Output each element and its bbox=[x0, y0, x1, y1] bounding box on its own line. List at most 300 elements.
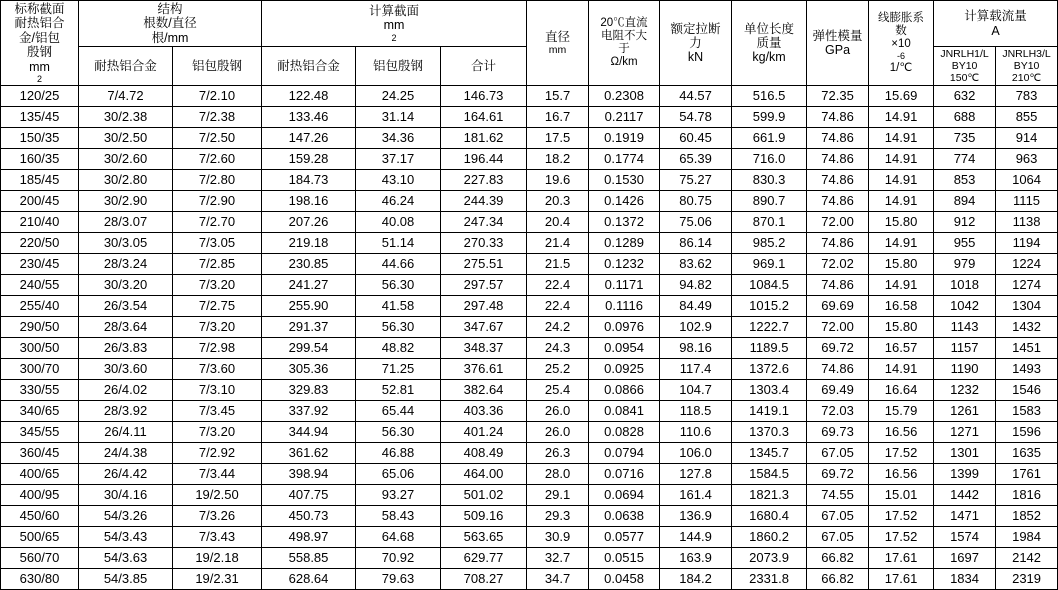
header-nominal-section bbox=[1, 1, 79, 86]
table-row bbox=[1, 380, 1058, 401]
table-cell: 51.14 bbox=[356, 233, 441, 254]
table-cell: 17.5 bbox=[527, 128, 589, 149]
header-ampacity-210 bbox=[996, 47, 1058, 86]
table-cell: 67.05 bbox=[807, 527, 869, 548]
table-cell: 15.80 bbox=[869, 254, 934, 275]
table-cell: 1471 bbox=[934, 506, 996, 527]
table-cell: 72.00 bbox=[807, 317, 869, 338]
table-cell: 963 bbox=[996, 149, 1058, 170]
table-header bbox=[1, 1, 1058, 86]
table-cell: 21.4 bbox=[527, 233, 589, 254]
table-cell: 69.72 bbox=[807, 464, 869, 485]
table-cell: 340/65 bbox=[1, 401, 79, 422]
table-cell: 1574 bbox=[934, 527, 996, 548]
table-cell: 1442 bbox=[934, 485, 996, 506]
table-cell: 14.91 bbox=[869, 275, 934, 296]
table-cell: 17.61 bbox=[869, 548, 934, 569]
table-cell: 30/2.50 bbox=[79, 128, 173, 149]
header-unit-text: A bbox=[991, 23, 1000, 38]
header-calc-alclad-invar: 铝包殷钢 bbox=[356, 47, 441, 86]
table-cell: 7/2.75 bbox=[173, 296, 262, 317]
table-cell: 0.0638 bbox=[589, 506, 660, 527]
table-cell: 661.9 bbox=[732, 128, 807, 149]
table-cell: 43.10 bbox=[356, 170, 441, 191]
table-cell: 7/2.85 bbox=[173, 254, 262, 275]
header-calc-total: 合计 bbox=[441, 47, 527, 86]
table-cell: 75.27 bbox=[660, 170, 732, 191]
table-cell: 0.0515 bbox=[589, 548, 660, 569]
table-cell: 408.49 bbox=[441, 443, 527, 464]
header-text: 计算载流量 bbox=[964, 9, 1027, 24]
table-row bbox=[1, 569, 1058, 590]
table-cell: 102.9 bbox=[660, 317, 732, 338]
table-cell: 337.92 bbox=[262, 401, 356, 422]
table-cell: 24.2 bbox=[527, 317, 589, 338]
table-cell: 297.48 bbox=[441, 296, 527, 317]
table-cell: 7/3.60 bbox=[173, 359, 262, 380]
table-cell: 52.81 bbox=[356, 380, 441, 401]
table-cell: 60.45 bbox=[660, 128, 732, 149]
table-cell: 14.91 bbox=[869, 128, 934, 149]
header-text: 力 bbox=[689, 35, 702, 50]
table-cell: 72.35 bbox=[807, 86, 869, 107]
table-cell: 1261 bbox=[934, 401, 996, 422]
table-cell: 7/3.45 bbox=[173, 401, 262, 422]
table-cell: 74.86 bbox=[807, 191, 869, 212]
table-cell: 30/3.60 bbox=[79, 359, 173, 380]
header-unit-text: mm bbox=[29, 59, 50, 74]
table-cell: 28.0 bbox=[527, 464, 589, 485]
table-cell: 16.56 bbox=[869, 422, 934, 443]
table-cell: 40.08 bbox=[356, 212, 441, 233]
table-cell: 0.0954 bbox=[589, 338, 660, 359]
header-text: 标称截面 bbox=[14, 2, 65, 17]
table-cell: 345/55 bbox=[1, 422, 79, 443]
table-cell: 136.9 bbox=[660, 506, 732, 527]
header-text: 20℃直流 bbox=[600, 16, 648, 29]
table-body bbox=[1, 86, 1058, 590]
table-cell: 1372.6 bbox=[732, 359, 807, 380]
table-cell: 22.4 bbox=[527, 275, 589, 296]
table-cell: 1115 bbox=[996, 191, 1058, 212]
table-cell: 74.55 bbox=[807, 485, 869, 506]
table-cell: 80.75 bbox=[660, 191, 732, 212]
table-cell: 1419.1 bbox=[732, 401, 807, 422]
table-cell: 184.2 bbox=[660, 569, 732, 590]
table-cell: 18.2 bbox=[527, 149, 589, 170]
table-cell: 26/4.11 bbox=[79, 422, 173, 443]
table-cell: 7/2.98 bbox=[173, 338, 262, 359]
table-cell: 0.1116 bbox=[589, 296, 660, 317]
table-cell: 1190 bbox=[934, 359, 996, 380]
table-cell: 44.66 bbox=[356, 254, 441, 275]
table-cell: 28/3.24 bbox=[79, 254, 173, 275]
header-elastic-modulus bbox=[807, 1, 869, 86]
table-cell: 15.01 bbox=[869, 485, 934, 506]
header-unit-text: ×10 bbox=[891, 37, 911, 50]
table-cell: 0.1372 bbox=[589, 212, 660, 233]
table-cell: 94.82 bbox=[660, 275, 732, 296]
table-cell: 24.25 bbox=[356, 86, 441, 107]
table-cell: 19/2.31 bbox=[173, 569, 262, 590]
table-cell: 67.05 bbox=[807, 443, 869, 464]
table-cell: 66.82 bbox=[807, 548, 869, 569]
table-cell: 14.91 bbox=[869, 191, 934, 212]
table-cell: 14.91 bbox=[869, 359, 934, 380]
header-dc-resistance bbox=[589, 1, 660, 86]
table-cell: 1194 bbox=[996, 233, 1058, 254]
table-cell: 1493 bbox=[996, 359, 1058, 380]
table-row bbox=[1, 128, 1058, 149]
table-cell: 500/65 bbox=[1, 527, 79, 548]
header-row-1 bbox=[1, 1, 1058, 47]
table-cell: 29.1 bbox=[527, 485, 589, 506]
table-cell: 34.7 bbox=[527, 569, 589, 590]
table-cell: 65.39 bbox=[660, 149, 732, 170]
table-cell: 450/60 bbox=[1, 506, 79, 527]
table-cell: 501.02 bbox=[441, 485, 527, 506]
table-cell: 22.4 bbox=[527, 296, 589, 317]
table-cell: 16.57 bbox=[869, 338, 934, 359]
table-cell: 46.24 bbox=[356, 191, 441, 212]
table-cell: 0.1426 bbox=[589, 191, 660, 212]
table-cell: 400/65 bbox=[1, 464, 79, 485]
table-cell: 44.57 bbox=[660, 86, 732, 107]
table-cell: 15.79 bbox=[869, 401, 934, 422]
table-cell: 708.27 bbox=[441, 569, 527, 590]
table-cell: 83.62 bbox=[660, 254, 732, 275]
table-cell: 509.16 bbox=[441, 506, 527, 527]
table-cell: 66.82 bbox=[807, 569, 869, 590]
table-cell: 30/3.20 bbox=[79, 275, 173, 296]
table-cell: 1232 bbox=[934, 380, 996, 401]
table-cell: 305.36 bbox=[262, 359, 356, 380]
table-cell: 72.00 bbox=[807, 212, 869, 233]
table-row bbox=[1, 149, 1058, 170]
table-cell: 135/45 bbox=[1, 107, 79, 128]
table-cell: 210/40 bbox=[1, 212, 79, 233]
table-cell: 67.05 bbox=[807, 506, 869, 527]
table-cell: 25.4 bbox=[527, 380, 589, 401]
table-cell: 290/50 bbox=[1, 317, 79, 338]
header-text: 150℃ bbox=[949, 72, 980, 85]
table-cell: 161.4 bbox=[660, 485, 732, 506]
table-cell: 2073.9 bbox=[732, 548, 807, 569]
table-row bbox=[1, 443, 1058, 464]
header-structure-heat-alloy: 耐热铝合金 bbox=[79, 47, 173, 86]
table-cell: 19/2.50 bbox=[173, 485, 262, 506]
table-cell: 244.39 bbox=[441, 191, 527, 212]
table-cell: 74.86 bbox=[807, 107, 869, 128]
table-row bbox=[1, 485, 1058, 506]
table-cell: 14.91 bbox=[869, 107, 934, 128]
table-cell: 300/70 bbox=[1, 359, 79, 380]
table-cell: 71.25 bbox=[356, 359, 441, 380]
table-cell: 1224 bbox=[996, 254, 1058, 275]
table-cell: 297.57 bbox=[441, 275, 527, 296]
table-cell: 163.9 bbox=[660, 548, 732, 569]
table-cell: 104.7 bbox=[660, 380, 732, 401]
table-cell: 360/45 bbox=[1, 443, 79, 464]
table-cell: 207.26 bbox=[262, 212, 356, 233]
header-unit-text: 1/℃ bbox=[889, 61, 913, 74]
header-text: 质量 bbox=[756, 35, 782, 50]
table-cell: 20.4 bbox=[527, 212, 589, 233]
table-cell: 1761 bbox=[996, 464, 1058, 485]
header-text: 直径 bbox=[545, 29, 571, 44]
table-cell: 382.64 bbox=[441, 380, 527, 401]
table-cell: 14.91 bbox=[869, 170, 934, 191]
table-cell: 398.94 bbox=[262, 464, 356, 485]
table-cell: 14.91 bbox=[869, 233, 934, 254]
header-text: 根/mm bbox=[151, 30, 189, 45]
table-cell: 255.90 bbox=[262, 296, 356, 317]
table-cell: 7/2.80 bbox=[173, 170, 262, 191]
table-row bbox=[1, 86, 1058, 107]
table-cell: 30/4.16 bbox=[79, 485, 173, 506]
table-cell: 74.86 bbox=[807, 275, 869, 296]
table-cell: 220/50 bbox=[1, 233, 79, 254]
table-cell: 54/3.63 bbox=[79, 548, 173, 569]
table-cell: 65.06 bbox=[356, 464, 441, 485]
header-text: 电阻不大 bbox=[601, 29, 648, 42]
header-text: 耐热铝合 bbox=[14, 16, 65, 31]
table-row bbox=[1, 296, 1058, 317]
table-cell: 1301 bbox=[934, 443, 996, 464]
table-cell: 688 bbox=[934, 107, 996, 128]
header-text: BY10 bbox=[951, 60, 978, 73]
header-thermal-expansion bbox=[869, 1, 934, 86]
table-cell: 855 bbox=[996, 107, 1058, 128]
table-cell: 632 bbox=[934, 86, 996, 107]
header-calc-heat-alloy: 耐热铝合金 bbox=[262, 47, 356, 86]
table-cell: 914 bbox=[996, 128, 1058, 149]
table-cell: 30/2.80 bbox=[79, 170, 173, 191]
table-cell: 955 bbox=[934, 233, 996, 254]
header-ampacity-150 bbox=[934, 47, 996, 86]
header-unit bbox=[871, 38, 931, 62]
table-cell: 74.86 bbox=[807, 233, 869, 254]
header-text: 额定拉断 bbox=[670, 21, 721, 36]
table-cell: 7/3.10 bbox=[173, 380, 262, 401]
table-cell: 0.2308 bbox=[589, 86, 660, 107]
table-cell: 0.1289 bbox=[589, 233, 660, 254]
table-cell: 7/2.70 bbox=[173, 212, 262, 233]
table-cell: 1635 bbox=[996, 443, 1058, 464]
table-cell: 84.49 bbox=[660, 296, 732, 317]
header-unit-sup: -6 bbox=[897, 51, 906, 62]
table-cell: 127.8 bbox=[660, 464, 732, 485]
table-cell: 912 bbox=[934, 212, 996, 233]
table-cell: 270.33 bbox=[441, 233, 527, 254]
table-cell: 54/3.26 bbox=[79, 506, 173, 527]
table-cell: 46.88 bbox=[356, 443, 441, 464]
table-cell: 20.3 bbox=[527, 191, 589, 212]
table-cell: 72.03 bbox=[807, 401, 869, 422]
table-cell: 247.34 bbox=[441, 212, 527, 233]
table-cell: 106.0 bbox=[660, 443, 732, 464]
table-cell: 969.1 bbox=[732, 254, 807, 275]
table-cell: 1546 bbox=[996, 380, 1058, 401]
table-cell: 0.1919 bbox=[589, 128, 660, 149]
table-row bbox=[1, 506, 1058, 527]
table-cell: 54/3.43 bbox=[79, 527, 173, 548]
header-text: 弹性模量 bbox=[812, 28, 863, 43]
header-text: 殷钢 bbox=[26, 45, 52, 60]
header-diameter bbox=[527, 1, 589, 86]
table-cell: 0.0577 bbox=[589, 527, 660, 548]
table-cell: 7/2.90 bbox=[173, 191, 262, 212]
table-cell: 72.02 bbox=[807, 254, 869, 275]
table-cell: 894 bbox=[934, 191, 996, 212]
table-row bbox=[1, 422, 1058, 443]
table-cell: 774 bbox=[934, 149, 996, 170]
table-cell: 300/50 bbox=[1, 338, 79, 359]
table-cell: 28/3.07 bbox=[79, 212, 173, 233]
table-row bbox=[1, 212, 1058, 233]
table-cell: 37.17 bbox=[356, 149, 441, 170]
table-cell: 1697 bbox=[934, 548, 996, 569]
table-cell: 56.30 bbox=[356, 422, 441, 443]
header-unit-text: mm bbox=[548, 44, 567, 57]
table-cell: 7/3.20 bbox=[173, 422, 262, 443]
table-cell: 230.85 bbox=[262, 254, 356, 275]
table-cell: 7/2.10 bbox=[173, 86, 262, 107]
table-cell: 15.7 bbox=[527, 86, 589, 107]
table-cell: 630/80 bbox=[1, 569, 79, 590]
header-unit bbox=[264, 18, 524, 43]
table-cell: 17.52 bbox=[869, 443, 934, 464]
table-cell: 0.0925 bbox=[589, 359, 660, 380]
table-cell: 464.00 bbox=[441, 464, 527, 485]
table-cell: 15.69 bbox=[869, 86, 934, 107]
table-cell: 0.0458 bbox=[589, 569, 660, 590]
table-cell: 30/2.90 bbox=[79, 191, 173, 212]
table-cell: 19.6 bbox=[527, 170, 589, 191]
table-cell: 558.85 bbox=[262, 548, 356, 569]
table-cell: 1680.4 bbox=[732, 506, 807, 527]
table-cell: 200/45 bbox=[1, 191, 79, 212]
table-cell: 79.63 bbox=[356, 569, 441, 590]
table-cell: 1399 bbox=[934, 464, 996, 485]
table-cell: 629.77 bbox=[441, 548, 527, 569]
table-row bbox=[1, 359, 1058, 380]
table-cell: 870.1 bbox=[732, 212, 807, 233]
table-cell: 30/2.60 bbox=[79, 149, 173, 170]
table-cell: 890.7 bbox=[732, 191, 807, 212]
table-row bbox=[1, 401, 1058, 422]
table-cell: 498.97 bbox=[262, 527, 356, 548]
table-cell: 401.24 bbox=[441, 422, 527, 443]
table-cell: 1274 bbox=[996, 275, 1058, 296]
table-cell: 1860.2 bbox=[732, 527, 807, 548]
table-cell: 7/2.92 bbox=[173, 443, 262, 464]
table-cell: 716.0 bbox=[732, 149, 807, 170]
table-cell: 0.1171 bbox=[589, 275, 660, 296]
table-cell: 1018 bbox=[934, 275, 996, 296]
table-cell: 599.9 bbox=[732, 107, 807, 128]
table-cell: 54.78 bbox=[660, 107, 732, 128]
table-cell: 1042 bbox=[934, 296, 996, 317]
header-unit-text: kg/km bbox=[752, 50, 786, 65]
table-cell: 14.91 bbox=[869, 149, 934, 170]
table-cell: 400/95 bbox=[1, 485, 79, 506]
table-cell: 1084.5 bbox=[732, 275, 807, 296]
table-cell: 86.14 bbox=[660, 233, 732, 254]
table-cell: 198.16 bbox=[262, 191, 356, 212]
table-cell: 7/3.44 bbox=[173, 464, 262, 485]
header-unit-sup: 2 bbox=[391, 32, 397, 43]
table-cell: 70.92 bbox=[356, 548, 441, 569]
table-cell: 15.80 bbox=[869, 317, 934, 338]
table-row bbox=[1, 107, 1058, 128]
table-cell: 7/4.72 bbox=[79, 86, 173, 107]
header-text: 数 bbox=[895, 24, 907, 37]
table-cell: 516.5 bbox=[732, 86, 807, 107]
table-cell: 65.44 bbox=[356, 401, 441, 422]
table-cell: 93.27 bbox=[356, 485, 441, 506]
table-cell: 74.86 bbox=[807, 170, 869, 191]
table-cell: 30/3.05 bbox=[79, 233, 173, 254]
table-cell: 1304 bbox=[996, 296, 1058, 317]
table-cell: 144.9 bbox=[660, 527, 732, 548]
table-cell: 117.4 bbox=[660, 359, 732, 380]
header-text: 结构 bbox=[157, 2, 183, 16]
table-cell: 98.16 bbox=[660, 338, 732, 359]
table-cell: 979 bbox=[934, 254, 996, 275]
table-cell: 0.0841 bbox=[589, 401, 660, 422]
table-cell: 1821.3 bbox=[732, 485, 807, 506]
table-cell: 41.58 bbox=[356, 296, 441, 317]
table-cell: 185/45 bbox=[1, 170, 79, 191]
table-row bbox=[1, 170, 1058, 191]
table-cell: 74.86 bbox=[807, 128, 869, 149]
table-cell: 450.73 bbox=[262, 506, 356, 527]
table-cell: 1596 bbox=[996, 422, 1058, 443]
header-unit-text: Ω/km bbox=[610, 56, 638, 69]
table-cell: 184.73 bbox=[262, 170, 356, 191]
table-cell: 299.54 bbox=[262, 338, 356, 359]
table-cell: 1064 bbox=[996, 170, 1058, 191]
table-cell: 628.64 bbox=[262, 569, 356, 590]
table-cell: 0.1774 bbox=[589, 149, 660, 170]
table-cell: 48.82 bbox=[356, 338, 441, 359]
table-row bbox=[1, 527, 1058, 548]
table-cell: 560/70 bbox=[1, 548, 79, 569]
table-cell: 361.62 bbox=[262, 443, 356, 464]
table-cell: 26/3.54 bbox=[79, 296, 173, 317]
table-cell: 26/3.83 bbox=[79, 338, 173, 359]
header-text: 计算截面 bbox=[369, 4, 420, 19]
table-cell: 853 bbox=[934, 170, 996, 191]
table-cell: 0.0828 bbox=[589, 422, 660, 443]
table-cell: 196.44 bbox=[441, 149, 527, 170]
table-cell: 7/3.05 bbox=[173, 233, 262, 254]
table-cell: 227.83 bbox=[441, 170, 527, 191]
table-cell: 31.14 bbox=[356, 107, 441, 128]
table-cell: 24.3 bbox=[527, 338, 589, 359]
table-cell: 28/3.64 bbox=[79, 317, 173, 338]
table-cell: 1451 bbox=[996, 338, 1058, 359]
table-cell: 21.5 bbox=[527, 254, 589, 275]
table-row bbox=[1, 275, 1058, 296]
header-text: BY10 bbox=[1013, 60, 1040, 73]
table-cell: 25.2 bbox=[527, 359, 589, 380]
table-cell: 1984 bbox=[996, 527, 1058, 548]
table-cell: 164.61 bbox=[441, 107, 527, 128]
table-cell: 7/3.26 bbox=[173, 506, 262, 527]
header-text: 金/铝包 bbox=[19, 30, 60, 45]
